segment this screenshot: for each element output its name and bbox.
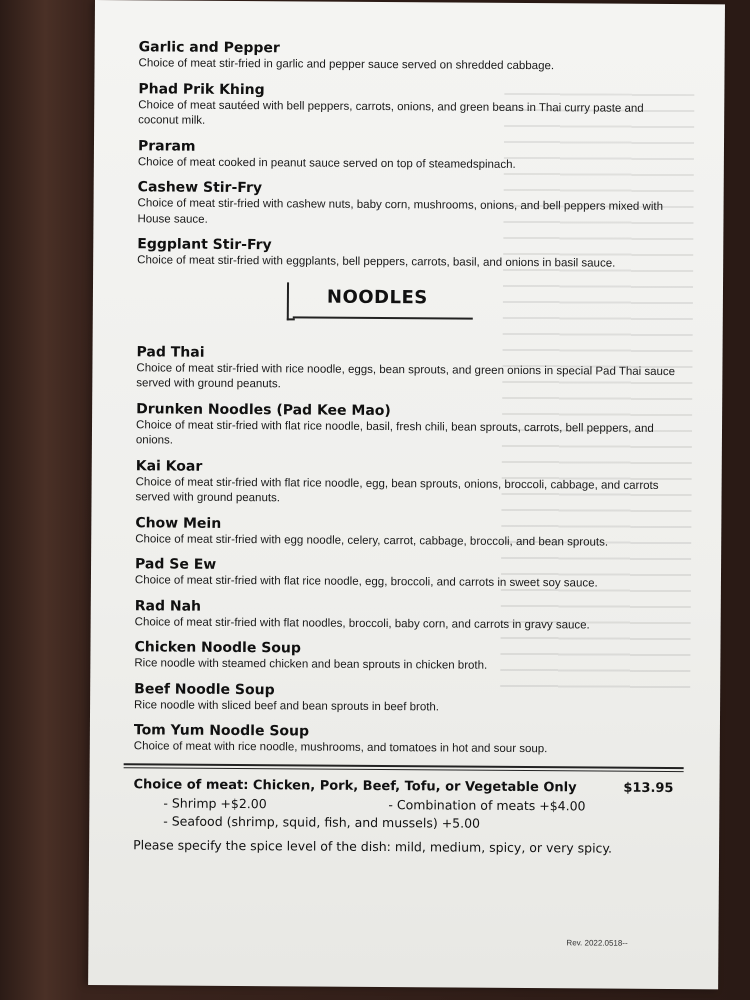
item-description: Choice of meat stir-fried with cashew nuts, baby corn, mushrooms, onions, and bell peppers mixed with House sauce. [137,197,664,226]
item-description: Choice of meat stir-fried with egg noodle, celery, carrot, cabbage, broccoli, and bean sprouts. [135,532,609,549]
menu-item [134,680,674,717]
item-description: Rice noodle with sliced beef and bean sprouts in beef broth. [134,698,440,713]
item-name: Cashew Stir-Fry [137,179,263,197]
menu-item [136,400,676,453]
item-name: Eggplant Stir-Fry [137,236,272,254]
pricing-footer [133,776,674,857]
menu-item [138,80,678,133]
menu-item [135,514,675,551]
menu-item [136,343,676,396]
section-bracket [287,282,295,320]
revision-code: Rev. 2022.0518-- [566,938,628,948]
item-name: Garlic and Pepper [138,39,280,57]
menu-item [135,555,675,592]
item-description: Choice of meat stir-fried with flat rice noodle, basil, fresh chili, bean sprouts, carrots, bell peppers, and onions. [135,418,654,447]
menu-item [138,38,678,75]
item-description: Choice of meat cooked in peanut sauce served on top of steamedspinach. [137,155,516,171]
menu-item [135,457,675,510]
item-name: Beef Noodle Soup [134,680,275,698]
item-description: Choice of meat stir-fried with eggplants, bell peppers, carrots, basil, and onions in basil sauce. [137,254,616,270]
double-rule-divider [124,763,684,772]
item-description: Choice of meat stir-fried with flat noodles, broccoli, baby corn, and carrots in gravy sauce. [134,615,590,631]
stir-fry-items [137,38,679,272]
menu-item [134,638,674,675]
menu-item [137,178,677,231]
item-name: Pad Se Ew [135,556,217,573]
noodle-items [134,343,677,759]
menu-content [133,38,679,856]
item-name: Kai Koar [135,457,203,475]
item-name: Rad Nah [134,597,202,615]
section-title: NOODLES [326,286,428,308]
combination-upcharge: - Combination of meats +$4.00 [388,796,586,813]
menu-item [135,597,675,634]
item-description: Choice of meat stir-fried with rice noodle, eggs, bean sprouts, and green onions in special Pad Thai sauce served with ground peanuts. [136,361,676,391]
item-name: Chow Mein [135,514,222,532]
item-name: Drunken Noodles (Pad Kee Mao) [136,400,391,419]
item-name: Chicken Noodle Soup [134,639,301,657]
item-description: Rice noodle with steamed chicken and bean sprouts in chicken broth. [134,657,488,672]
section-underline [293,316,473,319]
menu-item [138,137,678,174]
item-description: Choice of meat stir-fried in garlic and pepper sauce served on shredded cabbage. [138,57,555,73]
item-name: Praram [137,137,196,155]
noodles-section-header [137,277,677,329]
shrimp-upcharge: - Shrimp +$2.00 [163,794,267,811]
spice-level-note: Please specify the spice level of the dish: mild, medium, spicy, or very spicy. [133,836,613,856]
item-description: Choice of meat stir-fried with flat rice noodle, egg, broccoli, and carrots in sweet soy sauce. [134,574,598,590]
item-name: Tom Yum Noodle Soup [133,722,310,740]
item-description: Choice of meat with rice noodle, mushrooms, and tomatoes in hot and sour soup. [133,740,548,756]
choice-of-meat-text: Choice of meat: Chicken, Pork, Beef, Tofu, or Vegetable Only [133,776,577,795]
item-name: Phad Prik Khing [138,80,265,98]
seafood-upcharge: - Seafood (shrimp, squid, fish, and mussels) +5.00 [163,812,481,831]
item-description: Choice of meat stir-fried with flat rice noodle, egg, bean sprouts, onions, broccoli, cabbage, and carrots served with ground peanuts. [135,475,659,505]
menu-item [137,235,677,272]
item-name: Pad Thai [136,343,205,361]
menu-item [134,721,674,758]
item-description: Choice of meat sautéed with bell peppers, carrots, onions, and green beans in Thai curry paste and coconut milk. [138,98,644,127]
menu-page [88,0,725,989]
base-price: $13.95 [623,780,674,796]
